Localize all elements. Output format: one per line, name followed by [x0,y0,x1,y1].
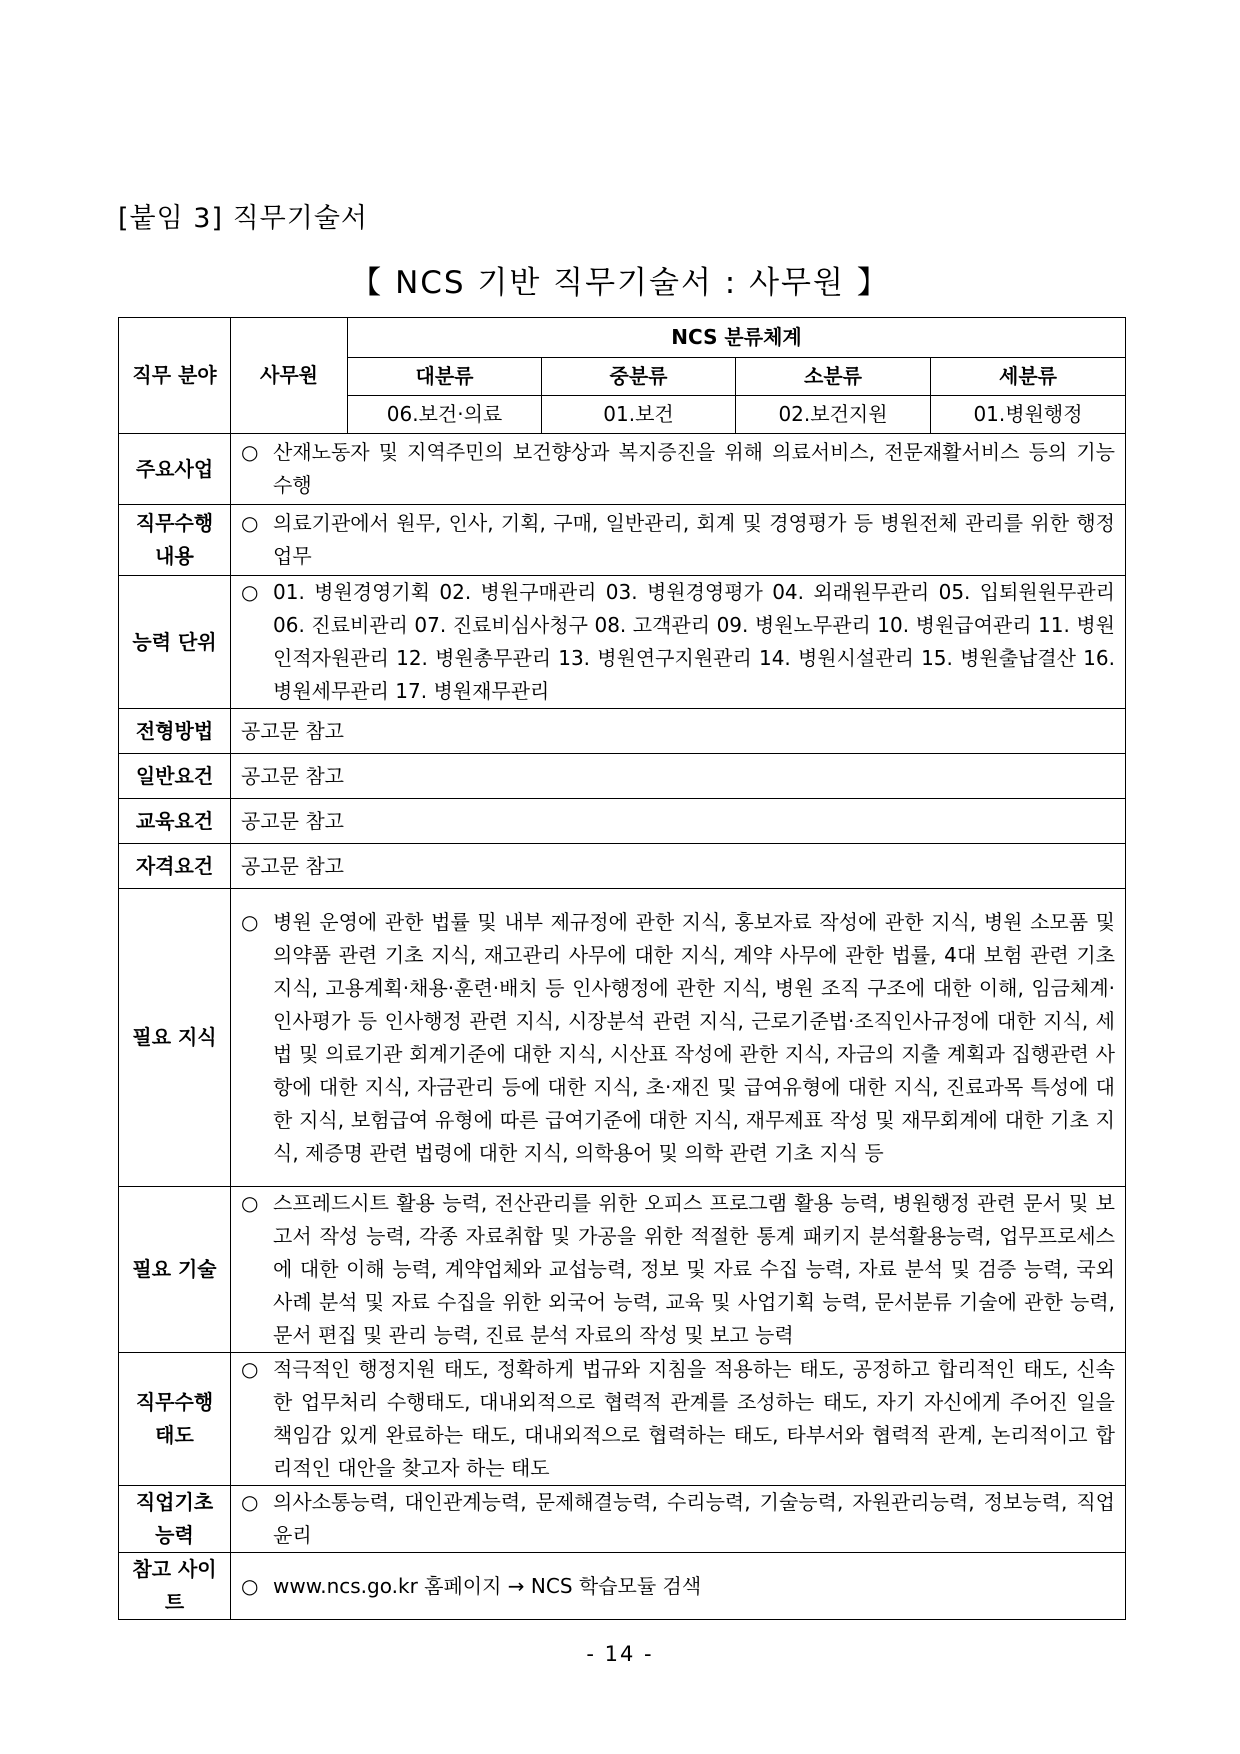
reference-site-text[interactable]: www.ncs.go.kr 홈페이지 → NCS 학습모듈 검색 [273,1573,702,1598]
ncs-column-minor: 소분류 [736,358,931,396]
bullet-mark: ○ [241,511,259,535]
main-business-text: 산재노동자 및 지역주민의 보건향상과 복지증진을 위해 의료서비스, 전문재활서비스 등의 기능 수행 [273,440,1115,497]
basic-competency-cell [231,1486,1126,1553]
ncs-column-major: 대분류 [348,358,542,396]
job-content-label: 직무수행 내용 [119,505,231,576]
job-attitude-label: 직무수행 태도 [119,1353,231,1486]
job-content-text: 의료기관에서 원무, 인사, 기획, 구매, 일반관리, 회계 및 경영평가 등 병원전체 관리를 위한 행정업무 [273,511,1115,568]
bullet-mark: ○ [241,1357,259,1381]
main-business-label: 주요사업 [119,434,231,505]
ncs-value-minor: 02.보건지원 [736,396,931,434]
required-knowledge-cell [231,889,1126,1187]
job-field-label: 직무 분야 [119,318,231,434]
job-attitude-cell [231,1353,1126,1486]
bullet-mark: ○ [241,909,259,934]
qualification-requirements-label: 자격요건 [119,844,231,889]
qualification-requirements-text: 공고문 참고 [231,844,1126,889]
competency-units-cell [231,576,1126,709]
attachment-title: [붙임 3] 직무기술서 [118,203,368,234]
ncs-classification-header: NCS 분류체계 [348,318,1126,358]
job-field-value: 사무원 [231,318,348,434]
basic-competency-text: 의사소통능력, 대인관계능력, 문제해결능력, 수리능력, 기술능력, 자원관리능력, 정보능력, 직업윤리 [273,1490,1115,1547]
main-business-cell [231,434,1126,505]
required-skills-label: 필요 기술 [119,1187,231,1353]
job-attitude-text: 적극적인 행정지원 태도, 정확하게 법규와 지침을 적용하는 태도, 공정하고 합리적인 태도, 신속한 업무처리 수행태도, 대내외적으로 협력적 관계를 조성하는 태도, 자기 자신에게 주어진 일을 책임감 있게 완료하는 태도, 대내외적으로 협력하는 태도, 타부서와 협력적 관계, 논리적이고 합리적인 대안을 찾고자 하는 태도 [273,1357,1115,1480]
page-number: - 14 - [586,1642,654,1666]
bullet-mark: ○ [241,1490,259,1514]
ncs-column-middle: 중분류 [542,358,736,396]
bullet-mark: ○ [241,580,259,604]
bullet-mark: ○ [241,440,259,464]
basic-competency-label: 직업기초 능력 [119,1486,231,1553]
reference-site-cell [231,1553,1126,1620]
required-skills-text: 스프레드시트 활용 능력, 전산관리를 위한 오피스 프로그램 활용 능력, 병원행정 관련 문서 및 보고서 작성 능력, 각종 자료취합 및 가공을 위한 적절한 통계 패키지 분석활용능력, 업무프로세스에 대한 이해 능력, 계약업체와 교섭능력, 정보 및 자료 수집 능력, 자료 분석 및 검증 능력, 국외 사례 분석 및 자료 수집을 위한 외국어 능력, 교육 및 사업기획 능력, 문서분류 기술에 관한 능력, 문서 편집 및 관리 능력, 진료 분석 자료의 작성 및 보고 능력 [273,1191,1115,1347]
ncs-value-middle: 01.보건 [542,396,736,434]
document-title: 【 NCS 기반 직무기술서 : 사무원 】 [350,265,890,301]
required-knowledge-label: 필요 지식 [119,889,231,1187]
job-description-table [118,317,1126,1620]
reference-site-label: 참고 사이트 [119,1553,231,1620]
bullet-mark: ○ [241,1573,259,1598]
ncs-value-major: 06.보건·의료 [348,396,542,434]
general-requirements-label: 일반요건 [119,754,231,799]
general-requirements-text: 공고문 참고 [231,754,1126,799]
competency-units-label: 능력 단위 [119,576,231,709]
selection-method-label: 전형방법 [119,709,231,754]
education-requirements-label: 교육요건 [119,799,231,844]
bullet-mark: ○ [241,1191,259,1215]
ncs-column-detail: 세분류 [931,358,1126,396]
competency-units-text: 01. 병원경영기획 02. 병원구매관리 03. 병원경영평가 04. 외래원무관리 05. 입퇴원원무관리 06. 진료비관리 07. 진료비심사청구 08. 고객관리 09. 병원노무관리 10. 병원급여관리 11. 병원인적자원관리 12. 병원총무관리 13. 병원연구지원관리 14. 병원시설관리 15. 병원출납결산 16. 병원세무관리 17. 병원재무관리 [273,580,1115,703]
selection-method-text: 공고문 참고 [231,709,1126,754]
required-knowledge-text: 병원 운영에 관한 법률 및 내부 제규정에 관한 지식, 홍보자료 작성에 관한 지식, 병원 소모품 및 의약품 관련 기초 지식, 재고관리 사무에 대한 지식, 계약 사무에 관한 법률, 4대 보험 관련 기초 지식, 고용계획·채용·훈련·배치 등 인사행정에 관한 지식, 병원 조직 구조에 대한 이해, 임금체계·인사평가 등 인사행정 관련 지식, 시장분석 관련 지식, 근로기준법·조직인사규정에 대한 지식, 세법 및 의료기관 회계기준에 대한 지식, 시산표 작성에 관한 지식, 자금의 지출 계획과 집행관련 사항에 대한 지식, 자금관리 등에 대한 지식, 초·재진 및 급여유형에 대한 지식, 진료과목 특성에 대한 지식, 보험급여 유형에 따른 급여기준에 대한 지식, 재무제표 작성 및 재무회계에 대한 기초 지식, 제증명 관련 법령에 대한 지식, 의학용어 및 의학 관련 기초 지식 등 [273,909,1115,1165]
required-skills-cell [231,1187,1126,1353]
education-requirements-text: 공고문 참고 [231,799,1126,844]
job-content-cell [231,505,1126,576]
ncs-value-detail: 01.병원행정 [931,396,1126,434]
